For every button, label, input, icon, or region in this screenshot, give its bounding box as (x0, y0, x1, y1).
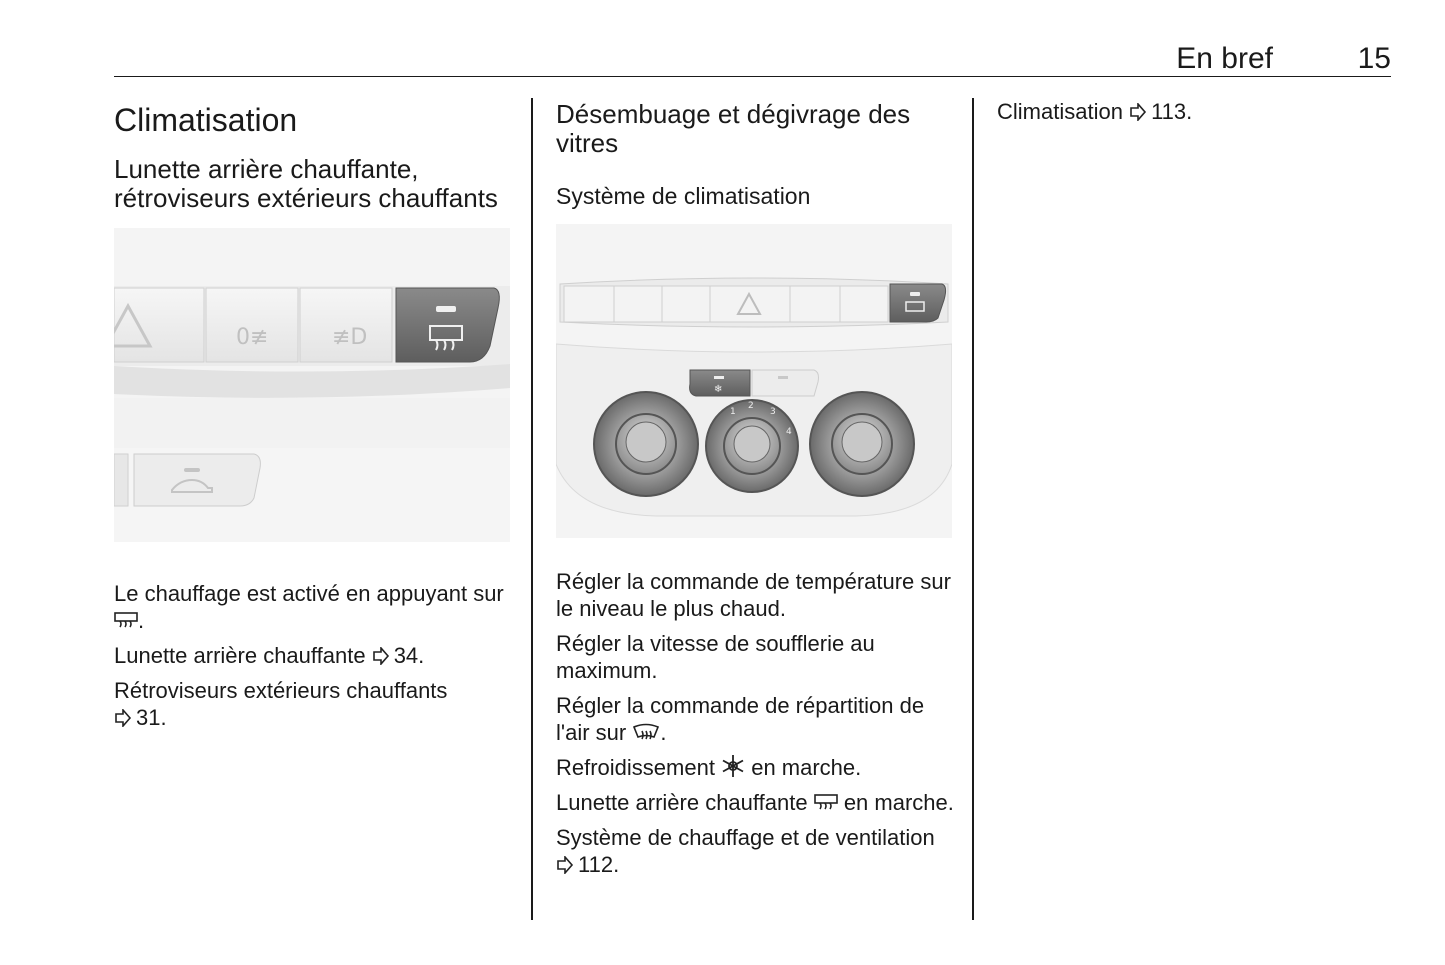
subsection-title: Système de climatisation (556, 182, 811, 209)
paragraph: Climatisation 113. (997, 99, 1193, 124)
paragraph: Régler la commande de répartition de l'air sur . (556, 693, 925, 746)
climate-control-panel-illustration (556, 224, 952, 538)
section-title: Climatisation (114, 102, 298, 138)
paragraph: Système de chauffage et de ventilation 112. (556, 825, 935, 878)
paragraph: Régler la vitesse de soufflerie au maximum. (556, 631, 875, 684)
column-1 (114, 98, 514, 739)
section-name: En bref (1176, 42, 1273, 75)
svg-text:0≢: 0≢ (236, 324, 269, 350)
rear-window-defrost-icon (814, 793, 838, 813)
svg-text:≢D: ≢D (332, 324, 368, 350)
cross-reference-arrow-icon (556, 856, 574, 874)
windscreen-defrost-icon (632, 723, 660, 743)
paragraph: Lunette arrière chauffante en marche. (556, 790, 954, 816)
fan-speed-label: 4 (786, 427, 792, 438)
column-3 (997, 98, 1387, 133)
paragraph: Lunette arrière chauffante 34. (114, 642, 425, 668)
rear-window-defrost-icon (114, 611, 138, 631)
snowflake-icon (721, 754, 745, 778)
paragraph: Régler la commande de température sur le niveau le plus chaud. (556, 569, 951, 622)
section-title: Désembuage et dégivrage des vitres (556, 99, 911, 159)
column-divider (972, 98, 974, 920)
subsection-title: Lunette arrière chauffante, rétroviseurs extérieurs chauffants (114, 153, 498, 214)
paragraph: Rétroviseurs extérieurs chauffants 31. (114, 677, 448, 730)
fan-speed-label: 2 (748, 401, 754, 412)
heated-rear-window-button-illustration (114, 228, 510, 542)
paragraph: Le chauffage est activé en appuyant sur . (114, 580, 504, 633)
paragraph: Refroidissement en marche. (556, 755, 862, 781)
column-divider (531, 98, 533, 920)
page-number: 15 (1357, 42, 1391, 75)
page-header (114, 40, 1391, 77)
cross-reference-arrow-icon (1129, 103, 1147, 121)
cross-reference-arrow-icon (372, 647, 390, 665)
fan-speed-label: 3 (770, 407, 776, 418)
cross-reference-arrow-icon (114, 709, 132, 727)
svg-text:❄: ❄ (714, 384, 723, 396)
column-2 (556, 98, 956, 886)
fan-speed-label: 1 (730, 407, 736, 418)
